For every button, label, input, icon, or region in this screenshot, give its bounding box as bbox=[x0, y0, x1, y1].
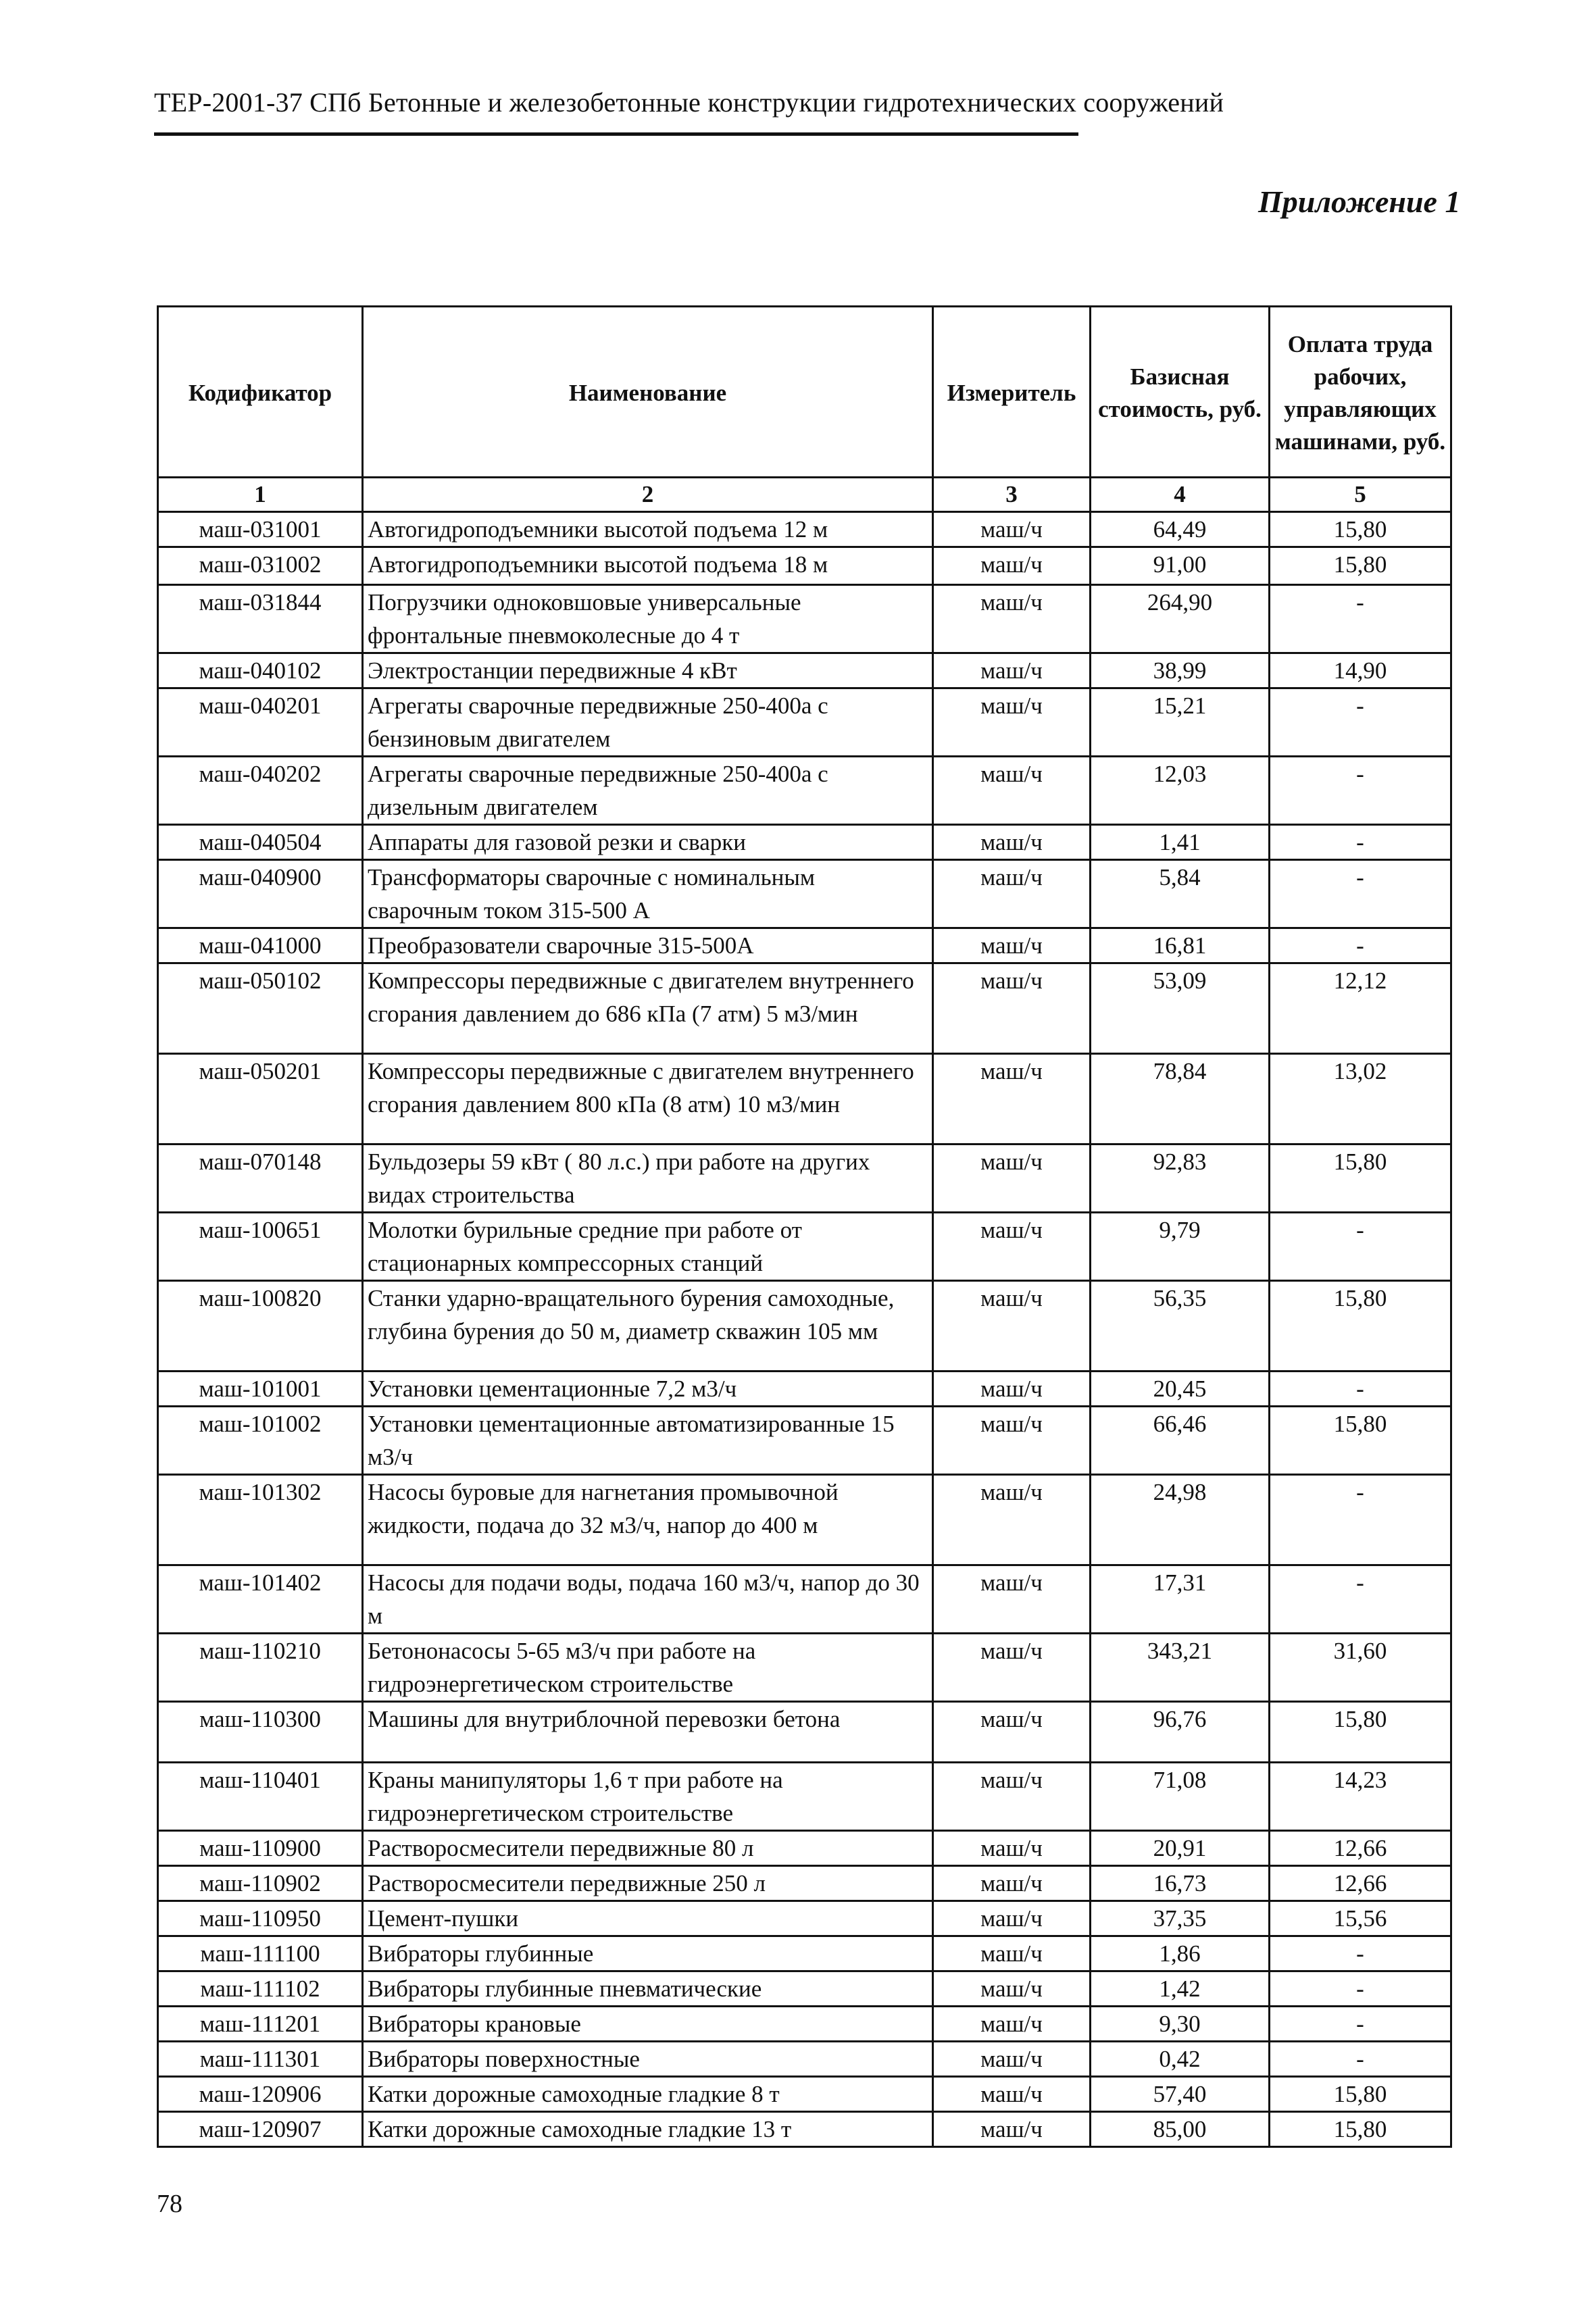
row-labor: 12,12 bbox=[1270, 963, 1451, 1054]
row-name: Автогидроподъемники высотой подъема 12 м bbox=[363, 512, 933, 547]
row-code: маш-100651 bbox=[158, 1213, 363, 1281]
row-unit: маш/ч bbox=[933, 1936, 1091, 1971]
table-row bbox=[158, 928, 1451, 963]
row-labor: - bbox=[1270, 2042, 1451, 2077]
row-cost: 71,08 bbox=[1091, 1763, 1270, 1831]
column-number: 2 bbox=[363, 478, 933, 512]
table-row bbox=[158, 2077, 1451, 2112]
row-name: Молотки бурильные средние при работе от стационарных компрессорных станций bbox=[363, 1213, 933, 1281]
row-name: Бульдозеры 59 кВт ( 80 л.с.) при работе на других видах строительства bbox=[363, 1145, 933, 1213]
row-unit: маш/ч bbox=[933, 2112, 1091, 2147]
row-name: Аппараты для газовой резки и сварки bbox=[363, 825, 933, 860]
table-row bbox=[158, 860, 1451, 928]
row-name: Установки цементационные 7,2 м3/ч bbox=[363, 1372, 933, 1407]
table-row bbox=[158, 1702, 1451, 1763]
row-name: Компрессоры передвижные с двигателем внутреннего сгорания давлением 800 кПа (8 атм) 10 м3/мин bbox=[363, 1054, 933, 1145]
row-unit: маш/ч bbox=[933, 512, 1091, 547]
row-unit: маш/ч bbox=[933, 1372, 1091, 1407]
table-row bbox=[158, 1971, 1451, 2007]
row-labor: - bbox=[1270, 928, 1451, 963]
row-code: маш-040102 bbox=[158, 653, 363, 688]
row-cost: 16,81 bbox=[1091, 928, 1270, 963]
row-name: Трансформаторы сварочные с номинальным сварочным током 315-500 А bbox=[363, 860, 933, 928]
table-row bbox=[158, 585, 1451, 653]
row-cost: 17,31 bbox=[1091, 1565, 1270, 1634]
row-labor: 15,80 bbox=[1270, 1702, 1451, 1763]
row-unit: маш/ч bbox=[933, 1971, 1091, 2007]
row-cost: 1,86 bbox=[1091, 1936, 1270, 1971]
table-row bbox=[158, 1901, 1451, 1936]
row-cost: 64,49 bbox=[1091, 512, 1270, 547]
row-cost: 85,00 bbox=[1091, 2112, 1270, 2147]
table-row bbox=[158, 1634, 1451, 1702]
row-code: маш-120906 bbox=[158, 2077, 363, 2112]
row-code: маш-050201 bbox=[158, 1054, 363, 1145]
row-name: Краны манипуляторы 1,6 т при работе на гидроэнергетическом строительстве bbox=[363, 1763, 933, 1831]
row-code: маш-031001 bbox=[158, 512, 363, 547]
row-unit: маш/ч bbox=[933, 757, 1091, 825]
row-labor: - bbox=[1270, 1475, 1451, 1565]
row-unit: маш/ч bbox=[933, 928, 1091, 963]
row-labor: - bbox=[1270, 757, 1451, 825]
row-cost: 1,41 bbox=[1091, 825, 1270, 860]
row-labor: - bbox=[1270, 1971, 1451, 2007]
row-unit: маш/ч bbox=[933, 585, 1091, 653]
table-row bbox=[158, 2007, 1451, 2042]
row-labor: 15,80 bbox=[1270, 512, 1451, 547]
row-code: маш-100820 bbox=[158, 1281, 363, 1372]
row-name: Автогидроподъемники высотой подъема 18 м bbox=[363, 547, 933, 585]
row-name: Катки дорожные самоходные гладкие 8 т bbox=[363, 2077, 933, 2112]
table-row bbox=[158, 1281, 1451, 1372]
row-unit: маш/ч bbox=[933, 1866, 1091, 1901]
row-unit: маш/ч bbox=[933, 860, 1091, 928]
row-name: Растворосмесители передвижные 250 л bbox=[363, 1866, 933, 1901]
row-name: Агрегаты сварочные передвижные 250-400а с дизельным двигателем bbox=[363, 757, 933, 825]
row-unit: маш/ч bbox=[933, 1763, 1091, 1831]
column-header-cost: Базисная стоимость, руб. bbox=[1091, 307, 1270, 478]
table-row bbox=[158, 1831, 1451, 1866]
row-name: Катки дорожные самоходные гладкие 13 т bbox=[363, 2112, 933, 2147]
column-number: 5 bbox=[1270, 478, 1451, 512]
column-header-name: Наименование bbox=[363, 307, 933, 478]
row-name: Компрессоры передвижные с двигателем внутреннего сгорания давлением до 686 кПа (7 атм) 5 м3/мин bbox=[363, 963, 933, 1054]
row-name: Погрузчики одноковшовые универсальные фронтальные пневмоколесные до 4 т bbox=[363, 585, 933, 653]
column-header-code: Кодификатор bbox=[158, 307, 363, 478]
table-row bbox=[158, 547, 1451, 585]
row-code: маш-041000 bbox=[158, 928, 363, 963]
row-unit: маш/ч bbox=[933, 2077, 1091, 2112]
row-name: Вибраторы глубинные bbox=[363, 1936, 933, 1971]
row-unit: маш/ч bbox=[933, 1702, 1091, 1763]
row-unit: маш/ч bbox=[933, 1475, 1091, 1565]
row-labor: 12,66 bbox=[1270, 1866, 1451, 1901]
row-cost: 16,73 bbox=[1091, 1866, 1270, 1901]
row-cost: 24,98 bbox=[1091, 1475, 1270, 1565]
row-labor: 14,23 bbox=[1270, 1763, 1451, 1831]
row-code: маш-031002 bbox=[158, 547, 363, 585]
row-code: маш-111100 bbox=[158, 1936, 363, 1971]
row-cost: 53,09 bbox=[1091, 963, 1270, 1054]
row-name: Вибраторы поверхностные bbox=[363, 2042, 933, 2077]
row-labor: 15,80 bbox=[1270, 2077, 1451, 2112]
table-row bbox=[158, 963, 1451, 1054]
row-name: Растворосмесители передвижные 80 л bbox=[363, 1831, 933, 1866]
table-row bbox=[158, 757, 1451, 825]
row-unit: маш/ч bbox=[933, 2007, 1091, 2042]
column-header-unit: Измеритель bbox=[933, 307, 1091, 478]
row-cost: 92,83 bbox=[1091, 1145, 1270, 1213]
row-code: маш-110210 bbox=[158, 1634, 363, 1702]
row-cost: 9,79 bbox=[1091, 1213, 1270, 1281]
row-unit: маш/ч bbox=[933, 688, 1091, 757]
row-code: маш-101402 bbox=[158, 1565, 363, 1634]
row-cost: 1,42 bbox=[1091, 1971, 1270, 2007]
row-labor: - bbox=[1270, 1372, 1451, 1407]
row-cost: 78,84 bbox=[1091, 1054, 1270, 1145]
row-code: маш-101001 bbox=[158, 1372, 363, 1407]
table-row bbox=[158, 2112, 1451, 2147]
row-unit: маш/ч bbox=[933, 1565, 1091, 1634]
row-cost: 20,91 bbox=[1091, 1831, 1270, 1866]
row-cost: 91,00 bbox=[1091, 547, 1270, 585]
table-row bbox=[158, 825, 1451, 860]
table-row bbox=[158, 512, 1451, 547]
row-name: Вибраторы крановые bbox=[363, 2007, 933, 2042]
table-row bbox=[158, 1145, 1451, 1213]
row-unit: маш/ч bbox=[933, 1145, 1091, 1213]
row-cost: 9,30 bbox=[1091, 2007, 1270, 2042]
row-name: Станки ударно-вращательного бурения самоходные, глубина бурения до 50 м, диаметр скважин 105 мм bbox=[363, 1281, 933, 1372]
column-number-row bbox=[158, 478, 1451, 512]
row-labor: 13,02 bbox=[1270, 1054, 1451, 1145]
table-body bbox=[158, 512, 1451, 2147]
row-labor: - bbox=[1270, 1565, 1451, 1634]
row-code: маш-110900 bbox=[158, 1831, 363, 1866]
row-code: маш-040201 bbox=[158, 688, 363, 757]
appendix-label: Приложение 1 bbox=[1258, 184, 1461, 219]
row-unit: маш/ч bbox=[933, 1901, 1091, 1936]
row-cost: 12,03 bbox=[1091, 757, 1270, 825]
row-code: маш-101002 bbox=[158, 1407, 363, 1475]
row-unit: маш/ч bbox=[933, 1213, 1091, 1281]
row-cost: 38,99 bbox=[1091, 653, 1270, 688]
row-unit: маш/ч bbox=[933, 1831, 1091, 1866]
row-labor: - bbox=[1270, 1936, 1451, 1971]
table-row bbox=[158, 1936, 1451, 1971]
row-labor: 15,80 bbox=[1270, 1145, 1451, 1213]
row-name: Электростанции передвижные 4 кВт bbox=[363, 653, 933, 688]
machines-price-table bbox=[157, 305, 1452, 2148]
page-number: 78 bbox=[157, 2190, 182, 2218]
row-unit: маш/ч bbox=[933, 653, 1091, 688]
row-labor: - bbox=[1270, 1213, 1451, 1281]
row-name: Цемент-пушки bbox=[363, 1901, 933, 1936]
row-labor: 15,80 bbox=[1270, 1281, 1451, 1372]
row-labor: 15,56 bbox=[1270, 1901, 1451, 1936]
row-labor: 14,90 bbox=[1270, 653, 1451, 688]
row-labor: - bbox=[1270, 585, 1451, 653]
column-header-labor: Оплата труда рабочих, управляющих машинами, руб. bbox=[1270, 307, 1451, 478]
row-labor: 31,60 bbox=[1270, 1634, 1451, 1702]
column-number: 3 bbox=[933, 478, 1091, 512]
row-cost: 20,45 bbox=[1091, 1372, 1270, 1407]
row-code: маш-070148 bbox=[158, 1145, 363, 1213]
table-row bbox=[158, 1565, 1451, 1634]
row-code: маш-110300 bbox=[158, 1702, 363, 1763]
row-cost: 66,46 bbox=[1091, 1407, 1270, 1475]
row-code: маш-050102 bbox=[158, 963, 363, 1054]
row-code: маш-031844 bbox=[158, 585, 363, 653]
row-labor: 15,80 bbox=[1270, 1407, 1451, 1475]
row-unit: маш/ч bbox=[933, 1634, 1091, 1702]
row-unit: маш/ч bbox=[933, 963, 1091, 1054]
column-number: 4 bbox=[1091, 478, 1270, 512]
row-labor: - bbox=[1270, 688, 1451, 757]
row-cost: 343,21 bbox=[1091, 1634, 1270, 1702]
row-code: маш-040202 bbox=[158, 757, 363, 825]
row-code: маш-120907 bbox=[158, 2112, 363, 2147]
row-code: маш-110902 bbox=[158, 1866, 363, 1901]
table-row bbox=[158, 1054, 1451, 1145]
row-code: маш-040504 bbox=[158, 825, 363, 860]
row-code: маш-111201 bbox=[158, 2007, 363, 2042]
row-cost: 96,76 bbox=[1091, 1702, 1270, 1763]
row-code: маш-110950 bbox=[158, 1901, 363, 1936]
table-row bbox=[158, 1407, 1451, 1475]
row-labor: 15,80 bbox=[1270, 2112, 1451, 2147]
row-unit: маш/ч bbox=[933, 2042, 1091, 2077]
row-name: Преобразователи сварочные 315-500А bbox=[363, 928, 933, 963]
table-header-row bbox=[158, 307, 1451, 478]
table-row bbox=[158, 653, 1451, 688]
row-labor: - bbox=[1270, 2007, 1451, 2042]
row-unit: маш/ч bbox=[933, 1281, 1091, 1372]
row-labor: - bbox=[1270, 860, 1451, 928]
row-unit: маш/ч bbox=[933, 1407, 1091, 1475]
row-name: Агрегаты сварочные передвижные 250-400а с бензиновым двигателем bbox=[363, 688, 933, 757]
table-row bbox=[158, 1475, 1451, 1565]
row-name: Насосы буровые для нагнетания промывочной жидкости, подача до 32 м3/ч, напор до 400 м bbox=[363, 1475, 933, 1565]
row-cost: 5,84 bbox=[1091, 860, 1270, 928]
row-code: маш-111301 bbox=[158, 2042, 363, 2077]
row-code: маш-110401 bbox=[158, 1763, 363, 1831]
row-unit: маш/ч bbox=[933, 1054, 1091, 1145]
table-row bbox=[158, 1372, 1451, 1407]
row-labor: 12,66 bbox=[1270, 1831, 1451, 1866]
row-cost: 15,21 bbox=[1091, 688, 1270, 757]
row-unit: маш/ч bbox=[933, 825, 1091, 860]
row-name: Установки цементационные автоматизированные 15 м3/ч bbox=[363, 1407, 933, 1475]
row-code: маш-101302 bbox=[158, 1475, 363, 1565]
row-code: маш-040900 bbox=[158, 860, 363, 928]
row-name: Бетононасосы 5-65 м3/ч при работе на гидроэнергетическом строительстве bbox=[363, 1634, 933, 1702]
header-divider bbox=[154, 132, 1078, 136]
row-cost: 264,90 bbox=[1091, 585, 1270, 653]
table-row bbox=[158, 1866, 1451, 1901]
row-name: Насосы для подачи воды, подача 160 м3/ч, напор до 30 м bbox=[363, 1565, 933, 1634]
row-name: Вибраторы глубинные пневматические bbox=[363, 1971, 933, 2007]
table-row bbox=[158, 1763, 1451, 1831]
row-labor: 15,80 bbox=[1270, 547, 1451, 585]
row-unit: маш/ч bbox=[933, 547, 1091, 585]
row-cost: 56,35 bbox=[1091, 1281, 1270, 1372]
row-cost: 0,42 bbox=[1091, 2042, 1270, 2077]
table-row bbox=[158, 2042, 1451, 2077]
table-row bbox=[158, 1213, 1451, 1281]
document-header-title: ТЕР-2001-37 СПб Бетонные и железобетонные конструкции гидротехнических сооружений bbox=[154, 87, 1224, 118]
row-cost: 57,40 bbox=[1091, 2077, 1270, 2112]
row-labor: - bbox=[1270, 825, 1451, 860]
table-row bbox=[158, 688, 1451, 757]
row-cost: 37,35 bbox=[1091, 1901, 1270, 1936]
column-number: 1 bbox=[158, 478, 363, 512]
row-code: маш-111102 bbox=[158, 1971, 363, 2007]
row-name: Машины для внутриблочной перевозки бетона bbox=[363, 1702, 933, 1763]
